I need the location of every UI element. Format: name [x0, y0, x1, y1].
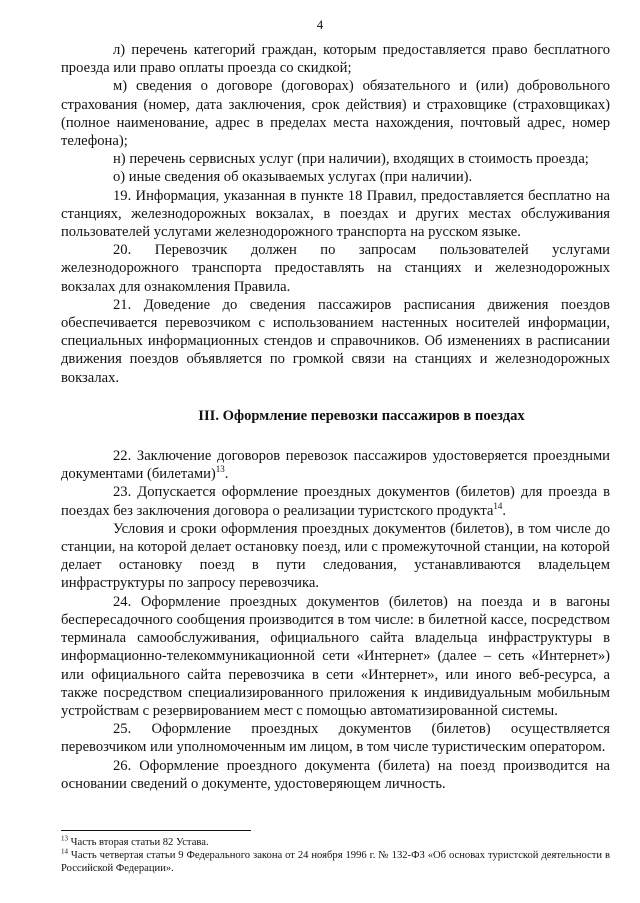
- paragraph: 26. Оформление проездного документа (билета) на поезд производится на основании сведений о документе, удостоверяющем личность.: [61, 757, 610, 792]
- footnotes: [61, 836, 610, 875]
- paragraph: 19. Информация, указанная в пункте 18 Правил, предоставляется бесплатно на станциях, железнодорожных вокзалах, в поездах и других местах обслуживания пользователей услугами железнодорожного транспорта на русском языке.: [61, 187, 610, 241]
- paragraph: н) перечень сервисных услуг (при наличии), входящих в стоимость проезда;: [113, 151, 589, 168]
- document-body: [61, 41, 610, 793]
- paragraph-tail: .: [502, 502, 507, 519]
- paragraph: 20. Перевозчик должен по запросам пользователей услугами железнодорожного транспорта предоставлять на станциях и железнодорожных вокзалах для ознакомления Правила.: [61, 242, 610, 295]
- footnote-reference: 13: [215, 464, 225, 475]
- paragraph: о) иные сведения об оказываемых услугах (при наличии).: [113, 169, 473, 186]
- footnote-mark: 14: [61, 847, 68, 856]
- paragraph: 24. Оформление проездных документов (билетов) на поезда и в вагоны беспересадочного сообщения производится в том числе: в билетной кассе, посредством терминала самообслуживания, официального сайта владельца инфраструктуры в информационно-телекоммуникационной сети «Интернет» (далее – сеть «Интернет») или официального сайта перевозчика в сети «Интернет», или иного веб-ресурса, а также посредством специализированного приложения к индивидуальным мобильным устройствам с резервированием мест с помощью автоматизированной системы.: [61, 593, 610, 719]
- paragraph: Условия и сроки оформления проездных документов (билетов), в том числе до станции, на которой делает остановку поезд, или с промежуточной станции, на которой делает остановку поезд в пути следования, устанавливаются владельцем инфраструктуры по запросу перевозчика.: [61, 520, 610, 592]
- paragraph: л) перечень категорий граждан, которым предоставляется право бесплатного проезда или право оплаты проезда со скидкой;: [61, 42, 610, 77]
- footnote-text: Часть вторая статьи 82 Устава.: [68, 837, 209, 848]
- paragraph: [61, 447, 610, 483]
- footnote-text: Часть четвертая статьи 9 Федерального закона от 24 ноября 1996 г. № 132-ФЗ «Об основах туристской деятельности в Российской Федерации».: [61, 850, 610, 874]
- footnote: [61, 836, 610, 849]
- footnote: [61, 849, 610, 875]
- paragraph-tail: .: [224, 466, 229, 483]
- section-heading: III. Оформление перевозки пассажиров в поездах: [198, 407, 525, 424]
- paragraph: 25. Оформление проездных документов (билетов) осуществляется перевозчиком или уполномоченным им лицом, в том числе туристическим оператором.: [61, 721, 610, 756]
- paragraph: м) сведения о договоре (договорах) обязательного и (или) добровольного страхования (номер, дата заключения, срок действия) и страховщике (страховщиках) (полное наименование, адрес в пределах места нахождения, почтовый адрес, номер телефона);: [61, 78, 610, 150]
- page-number: 4: [316, 17, 324, 32]
- footnote-reference: 14: [493, 500, 503, 511]
- paragraph: 21. Доведение до сведения пассажиров расписания движения поездов обеспечивается перевозчиком с использованием настенных носителей информации, специальных информационных стендов и справочников. Об изменениях в расписании движения поездов объявляется по громкой связи на станциях и железнодорожных вокзалах.: [61, 296, 610, 386]
- paragraph: [61, 483, 610, 519]
- paragraph-text: 22. Заключение договоров перевозок пассажиров удостоверяется проездными документами (билетами): [61, 448, 610, 483]
- footnote-mark: 13: [61, 834, 68, 843]
- footnote-divider: [61, 830, 251, 831]
- paragraph-text: 23. Допускается оформление проездных документов (билетов) для проезда в поездах без заключения договора о реализации туристского продукта: [61, 484, 610, 519]
